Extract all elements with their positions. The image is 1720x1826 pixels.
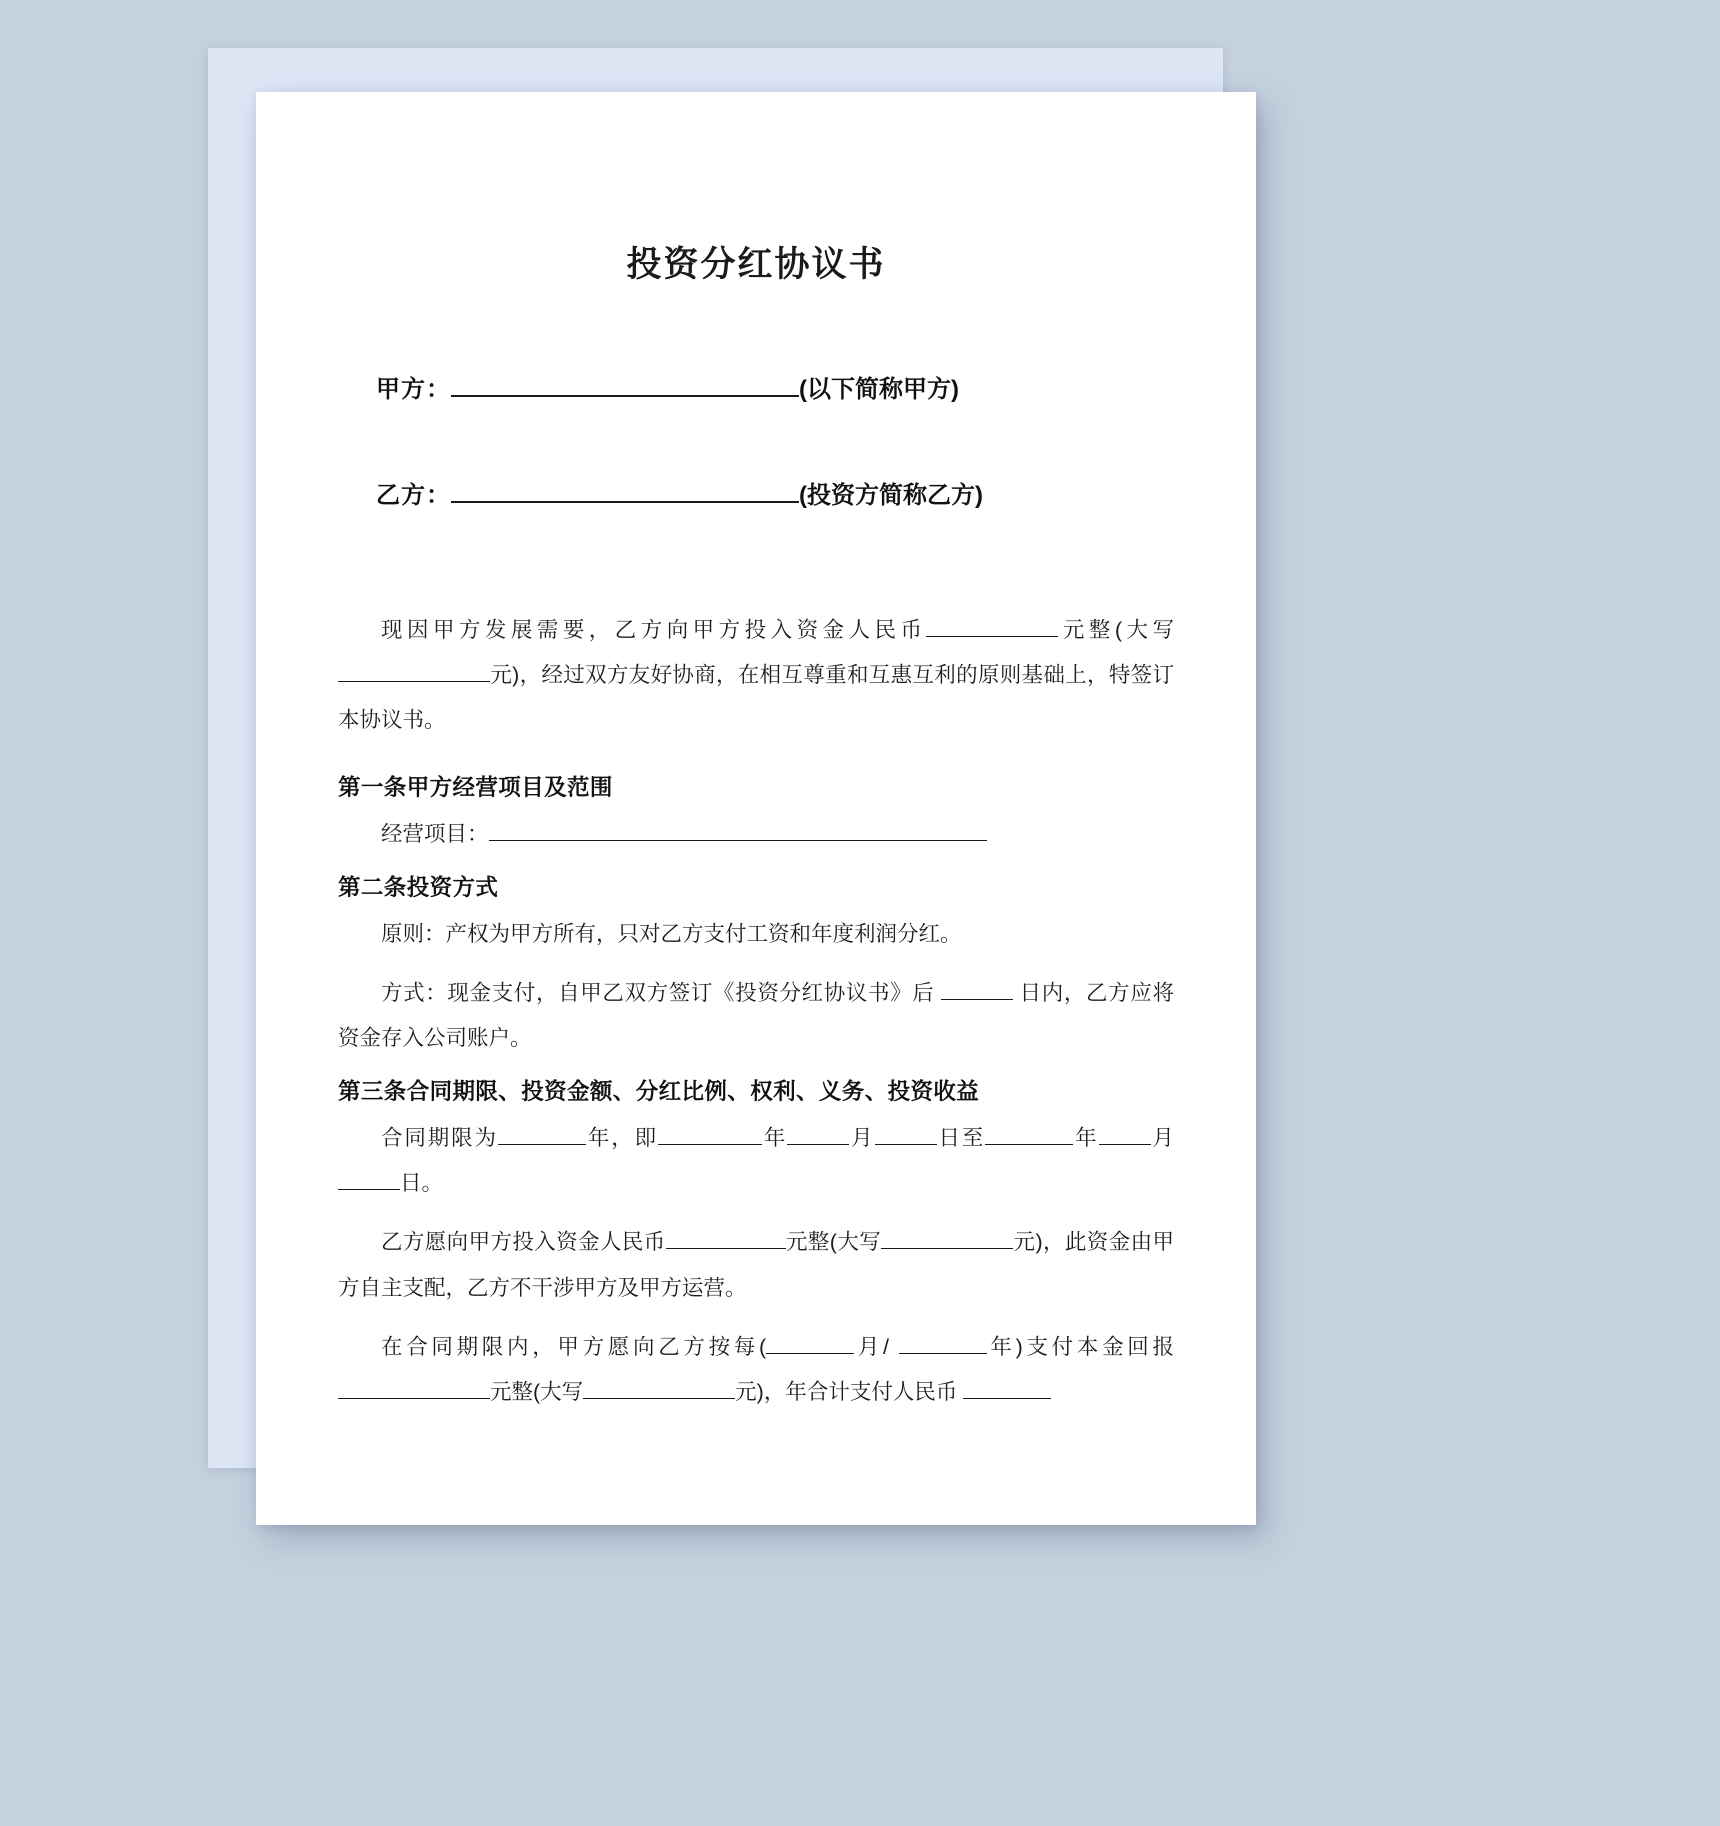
principle-label: 原则： [381, 921, 446, 946]
term-start-year-blank[interactable] [658, 1122, 762, 1146]
business-project-blank[interactable] [489, 817, 987, 841]
return-segment-4: 元整(大写 [490, 1379, 584, 1404]
investment-segment-1: 乙方愿向甲方投入资金人民币 [381, 1230, 666, 1255]
term-end-day-blank[interactable] [338, 1167, 400, 1191]
term-segment-8: 日。 [400, 1171, 444, 1196]
investment-segment-3: 元)，此资金由甲方自主支配，乙方不干涉甲方及甲方运营。 [338, 1230, 1174, 1300]
return-segment-3: 年)支付本金回报 [986, 1334, 1174, 1359]
principle-text: 产权为甲方所有，只对乙方支付工资和年度利润分红。 [445, 921, 962, 946]
term-years-blank[interactable] [498, 1122, 586, 1146]
term-end-month-blank[interactable] [1099, 1122, 1151, 1146]
term-segment-1: 合同期限为 [381, 1126, 498, 1151]
clause-1-heading: 第一条甲方经营项目及范围 [338, 775, 613, 801]
term-segment-5: 日至 [936, 1126, 986, 1151]
preamble-segment-1: 现因甲方发展需要，乙方向甲方投入资金人民币 [381, 617, 927, 642]
method-days-blank[interactable] [941, 977, 1013, 1001]
clause-3-item-term [338, 1116, 1174, 1206]
clause-2-heading: 第二条投资方式 [338, 875, 499, 901]
party-a-suffix: (以下简称甲方) [799, 375, 959, 403]
clause-3-item-return [338, 1325, 1174, 1415]
preamble-paragraph [338, 608, 1174, 743]
investment-segment-2: 元整(大写 [785, 1230, 882, 1255]
preamble-amount-words-blank[interactable] [338, 658, 490, 682]
term-segment-7: 月 [1150, 1126, 1174, 1151]
return-segment-5: 元)，年合计支付人民币 [735, 1379, 958, 1404]
term-segment-4: 月 [849, 1126, 875, 1151]
return-principal-words-blank[interactable] [583, 1375, 735, 1399]
party-b-blank[interactable] [451, 476, 799, 503]
party-b-label: 乙方： [376, 481, 451, 509]
preamble-amount-blank[interactable] [926, 613, 1058, 637]
clause-1-item-1 [338, 812, 1174, 857]
return-segment-2: 月/ [854, 1334, 890, 1359]
document-body [256, 92, 1256, 1525]
term-segment-3: 年 [762, 1126, 788, 1151]
clause-3-item-investment [338, 1220, 1174, 1310]
return-year-blank[interactable] [899, 1330, 987, 1354]
term-start-month-blank[interactable] [787, 1122, 849, 1146]
investment-amount-blank[interactable] [666, 1226, 786, 1250]
clause-3-heading: 第三条合同期限、投资金额、分红比例、权利、义务、投资收益 [338, 1079, 980, 1105]
party-b-suffix: (投资方简称乙方) [799, 481, 983, 509]
preamble-segment-2: 元整(大写 [1058, 617, 1174, 642]
document-sheet [256, 92, 1256, 1525]
party-b-line [338, 476, 1174, 514]
return-principal-blank[interactable] [338, 1375, 490, 1399]
document-title: 投资分红协议书 [626, 245, 886, 284]
preamble-segment-3: 元)，经过双方友好协商，在相互尊重和互惠互利的原则基础上，特签订本协议书。 [338, 663, 1174, 733]
term-end-year-blank[interactable] [985, 1122, 1073, 1146]
method-segment-1: 现金支付，自甲乙双方签订《投资分红协议书》后 [447, 981, 935, 1006]
business-project-label: 经营项目： [381, 822, 489, 847]
term-start-day-blank[interactable] [875, 1122, 937, 1146]
return-total-blank[interactable] [963, 1375, 1051, 1399]
party-a-label: 甲方： [376, 375, 451, 403]
return-month-blank[interactable] [766, 1330, 854, 1354]
term-segment-6: 年 [1073, 1126, 1099, 1151]
clause-2-item-method [338, 971, 1174, 1061]
party-a-blank[interactable] [451, 370, 799, 397]
term-segment-2: 年，即 [585, 1126, 659, 1151]
investment-amount-words-blank[interactable] [881, 1226, 1013, 1250]
return-segment-1: 在合同期限内，甲方愿向乙方按每( [381, 1334, 767, 1359]
method-segment-2: 日内，乙方应将资金存入公司账户。 [338, 981, 1174, 1051]
clause-2-item-principle [338, 912, 1174, 957]
method-label: 方式： [381, 981, 448, 1006]
party-a-line [338, 370, 1174, 408]
